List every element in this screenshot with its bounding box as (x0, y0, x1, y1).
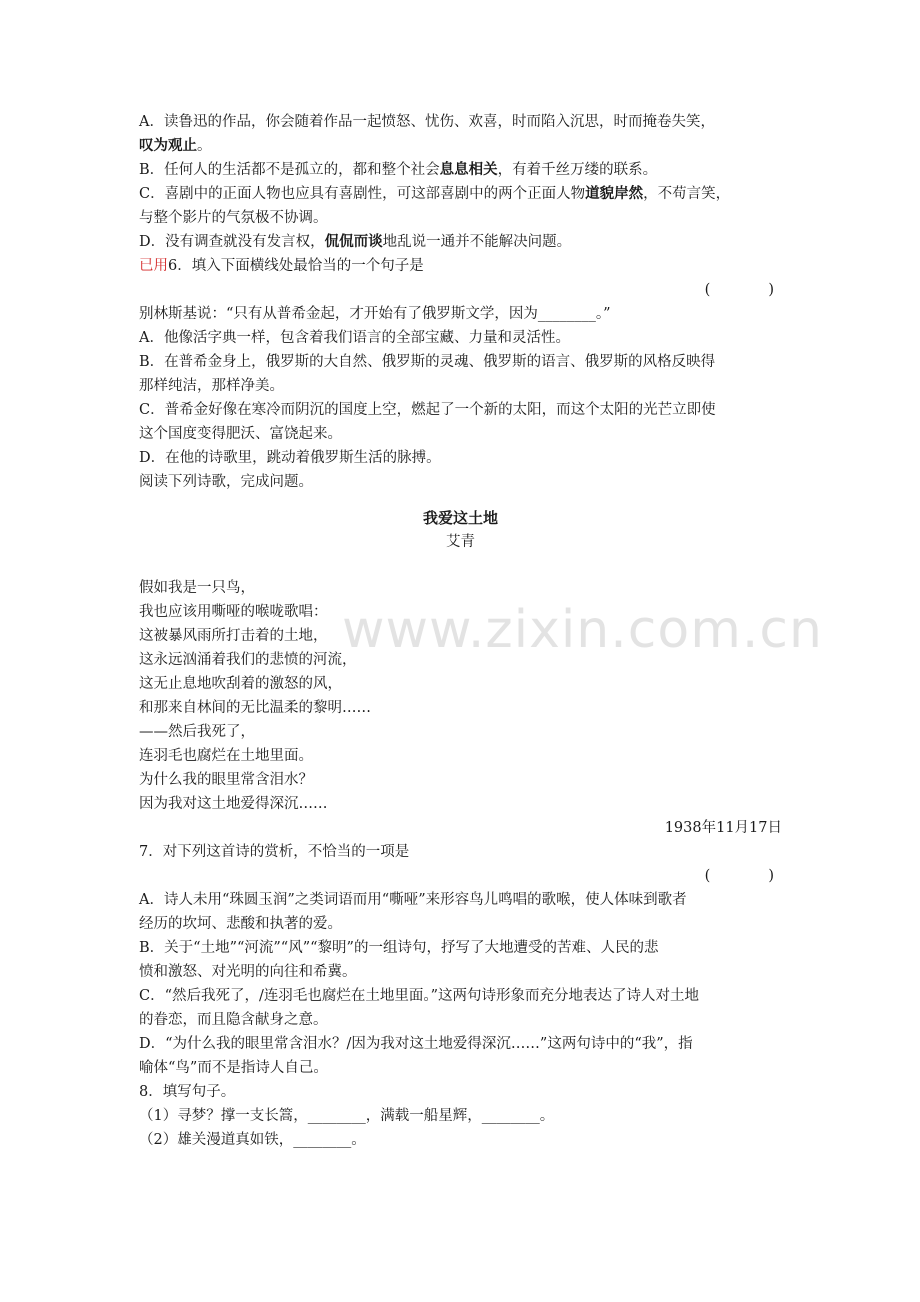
q5-option-c-text: C．喜剧中的正面人物也应具有喜剧性，可这部喜剧中的两个正面人物 (139, 186, 586, 202)
poem-title: 我爱这土地 (422, 509, 498, 527)
q6-option-a: A．他像活字典一样，包含着我们语言的全部宝藏、力量和灵活性。 (139, 330, 570, 346)
poem-author: 艾青 (446, 534, 475, 550)
poem-line: 为什么我的眼里常含泪水？ (139, 772, 313, 788)
q5-option-a-idiom: 叹为观止 (139, 137, 197, 154)
used-tag: 已用 (139, 258, 168, 274)
q7-option-a-cont: 经历的坎坷、悲酸和执著的爱。 (139, 916, 342, 932)
q5-option-c-cont: 与整个影片的气氛极不协调。 (139, 210, 328, 226)
poem-spacer (139, 554, 782, 576)
poem-line: 因为我对这土地爱得深沉…… (139, 796, 328, 812)
q8-item-1: （1）寻梦？撑一支长篙，________，满载一船星辉，________。 (139, 1108, 555, 1124)
q5-option-b-end: ，有着千丝万缕的联系。 (497, 162, 658, 178)
poem-date: 1938年11月17日 (664, 820, 782, 836)
poem-line: 这无止息地吹刮着的激怒的风， (139, 676, 342, 692)
poem-line: 连羽毛也腐烂在土地里面。 (139, 748, 313, 764)
poem-line: 这被暴风雨所打击着的土地， (139, 628, 328, 644)
q6-option-b-cont: 那样纯洁，那样净美。 (139, 378, 284, 394)
q6-answer-paren: ( ) (704, 282, 774, 298)
poem-line: 我也应该用嘶哑的喉咙歌唱： (139, 604, 328, 620)
poem-line: ——然后我死了， (139, 724, 255, 740)
q5-option-d-idiom: 侃侃而谈 (324, 233, 383, 250)
poem-line: 假如我是一只鸟， (139, 580, 255, 596)
poem-line: 这永远汹涌着我们的悲愤的河流， (139, 652, 357, 668)
q7-option-c: C．“然后我死了，/连羽毛也腐烂在土地里面。”这两句诗形象而充分地表达了诗人对土地 (139, 988, 700, 1004)
q7-option-d-cont: 喻体“鸟”而不是指诗人自己。 (139, 1060, 328, 1076)
q8-item-2: （2）雄关漫道真如铁，________。 (139, 1132, 366, 1148)
q7-option-c-cont: 的眷恋，而且隐含献身之意。 (139, 1012, 328, 1028)
q5-option-b-text: B．任何人的生活都不是孤立的，都和整个社会 (139, 162, 440, 178)
q6-stem-text: 6．填入下面横线处最恰当的一个句子是 (168, 258, 424, 274)
q6-option-c: C．普希金好像在寒冷而阴沉的国度上空，燃起了一个新的太阳，而这个太阳的光芒立即使 (139, 402, 716, 418)
q7-stem: 7．对下列这首诗的赏析，不恰当的一项是 (139, 844, 410, 860)
q6-quote: 别林斯基说：“只有从普希金起，才开始有了俄罗斯文学，因为________。” (139, 306, 611, 322)
poem-line: 和那来自林间的无比温柔的黎明…… (139, 700, 371, 716)
q5-option-c (139, 182, 782, 206)
q7-option-d: D．“为什么我的眼里常含泪水？/因为我对这土地爱得深沉……”这两句诗中的“我”，指 (139, 1036, 693, 1052)
q7-option-b-cont: 愤和激怒、对光明的向往和希冀。 (139, 964, 357, 980)
q7-option-b: B．关于“土地”“河流”“风”“黎明”的一组诗句，抒写了大地遭受的苦难、人民的悲 (139, 940, 659, 956)
q5-option-d-end: 地乱说一通并不能解决问题。 (382, 234, 572, 250)
watermark-text: www.zixin.com.cn (342, 600, 823, 660)
q6-option-b: B．在普希金身上，俄罗斯的大自然、俄罗斯的灵魂、俄罗斯的语言、俄罗斯的风格反映得 (139, 354, 716, 370)
q5-option-d-text: D．没有调查就没有发言权， (139, 234, 325, 250)
q5-option-a-end: 。 (197, 138, 212, 154)
reading-instruction: 阅读下列诗歌，完成问题。 (139, 474, 313, 490)
q5-option-b-idiom: 息息相关 (439, 161, 498, 178)
q5-option-a (139, 110, 782, 134)
q6-option-d: D．在他的诗歌里，跳动着俄罗斯生活的脉搏。 (139, 450, 441, 466)
q5-option-a-text: A．读鲁迅的作品，你会随着作品一起愤怒、忧伤、欢喜，时而陷入沉思，时而掩卷失笑， (139, 114, 715, 130)
q6-stem (139, 254, 782, 278)
q7-option-a: A．诗人未用“珠圆玉润”之类词语而用“嘶哑”来形容鸟儿鸣唱的歌喉，使人体味到歌者 (139, 892, 687, 908)
q5-option-b (139, 158, 782, 182)
document-page (139, 110, 782, 1152)
q8-stem: 8．填写句子。 (139, 1084, 236, 1100)
q5-option-c-idiom: 道貌岸然 (585, 185, 644, 202)
q6-option-c-cont: 这个国度变得肥沃、富饶起来。 (139, 426, 342, 442)
q7-answer-paren: ( ) (704, 868, 774, 884)
q5-option-d (139, 230, 782, 254)
q5-option-a-cont (139, 134, 782, 158)
q5-option-c-end: ，不苟言笑， (643, 186, 731, 202)
